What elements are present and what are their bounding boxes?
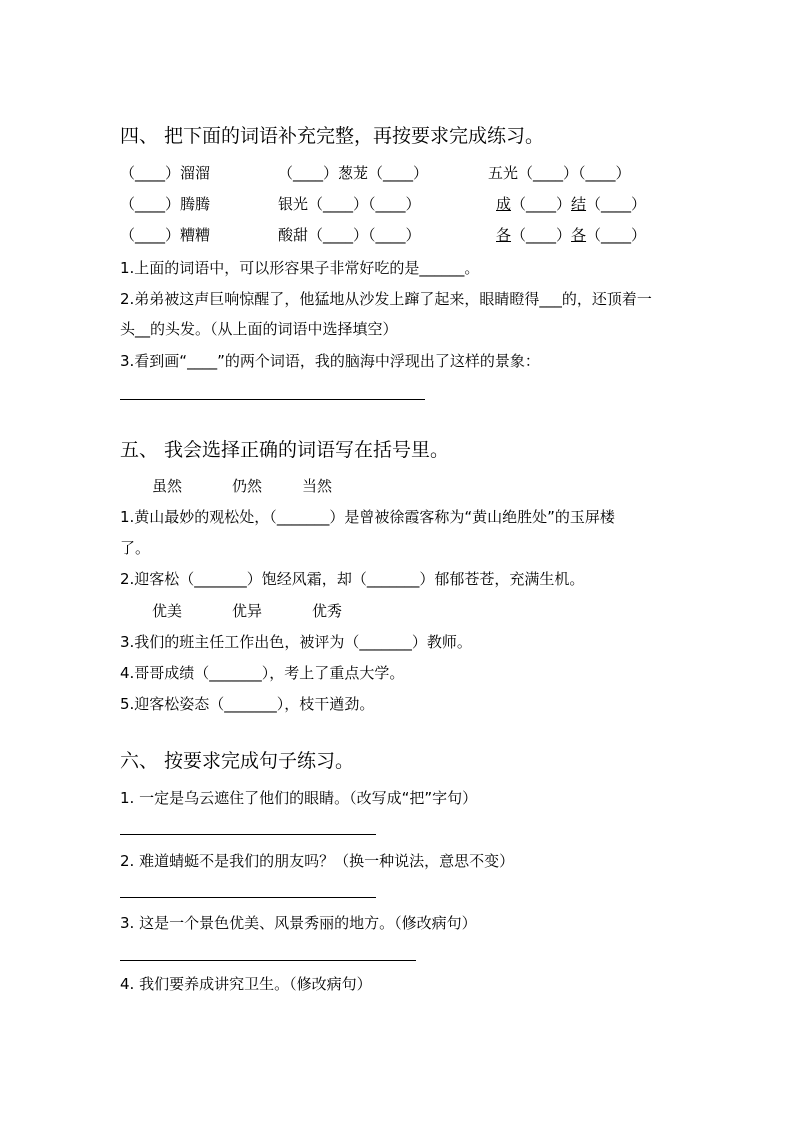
section-5-question-5: 5.迎客松姿态（_______），枝干遒劲。 xyxy=(120,695,375,713)
choice-word: 优美 xyxy=(152,602,183,620)
section-5-question-3: 3.我们的班主任工作出色，被评为（_______）教师。 xyxy=(120,633,472,651)
section-4-question-1: 1.上面的词语中，可以形容果子非常好吃的是______。 xyxy=(120,259,480,277)
word-2-3-blank-b: （____） xyxy=(586,195,647,213)
word-2-3 xyxy=(496,197,646,212)
section-6-question-1: 1. 一定是乌云遮住了他们的眼睛。（改写成“把”字句） xyxy=(120,789,478,807)
choice-word: 优秀 xyxy=(312,602,343,620)
word-3-1: （____）糟糟 xyxy=(120,226,211,244)
word-2-2: 银光（____）（____） xyxy=(278,195,421,213)
section-4-question-3: 3.看到画“____”的两个词语，我的脑海中浮现出了这样的景象： xyxy=(120,352,540,370)
answer-line xyxy=(120,897,376,898)
word-3-3-blank-a: （____） xyxy=(511,226,572,244)
answer-line xyxy=(120,960,416,961)
choice-word: 仍然 xyxy=(232,477,263,495)
section-5-question-1-line-2: 了。 xyxy=(120,539,151,557)
choice-word: 虽然 xyxy=(152,477,183,495)
answer-line xyxy=(120,834,376,835)
word-1-1: （____）溜溜 xyxy=(120,164,211,182)
choice-word: 当然 xyxy=(302,477,333,495)
section-5-title: 五、 我会选择正确的词语写在括号里。 xyxy=(120,439,450,461)
section-6-title: 六、 按要求完成句子练习。 xyxy=(120,750,355,772)
section-6-question-3: 3. 这是一个景色优美、风景秀丽的地方。（修改病句） xyxy=(120,914,477,932)
section-4-question-2-line-2: 头__的头发。（从上面的词语中选择填空） xyxy=(120,320,398,338)
answer-line xyxy=(120,399,425,400)
section-6-question-4: 4. 我们要养成讲究卫生。（修改病句） xyxy=(120,975,372,993)
word-2-3-blank-a: （____） xyxy=(511,195,572,213)
word-3-3-blank-b: （____） xyxy=(586,226,647,244)
word-3-3-char-a: 各 xyxy=(496,226,512,244)
word-2-3-char-a: 成 xyxy=(496,195,512,213)
choice-word: 优异 xyxy=(232,602,263,620)
section-4-question-2-line-1: 2.弟弟被这声巨响惊醒了，他猛地从沙发上蹿了起来，眼睛瞪得___的，还顶着一 xyxy=(120,290,652,308)
section-5-question-1-line-1: 1.黄山最妙的观松处，（_______）是曾被徐霞客称为“黄山绝胜处”的玉屏楼 xyxy=(120,508,615,526)
word-3-3-char-b: 各 xyxy=(571,226,587,244)
word-1-3: 五光（____）（____） xyxy=(488,164,631,182)
word-1-2: （____）葱茏（____） xyxy=(278,164,429,182)
word-3-3 xyxy=(496,228,646,243)
section-6-question-2: 2. 难道蜻蜓不是我们的朋友吗？（换一种说法，意思不变） xyxy=(120,852,515,870)
section-5-question-2: 2.迎客松（_______）饱经风霜，却（_______）郁郁苍苍，充满生机。 xyxy=(120,570,585,588)
section-5-question-4: 4.哥哥成绩（_______），考上了重点大学。 xyxy=(120,664,405,682)
word-3-2: 酸甜（____）（____） xyxy=(278,226,421,244)
section-4-title: 四、 把下面的词语补充完整，再按要求完成练习。 xyxy=(120,125,545,147)
word-2-1: （____）腾腾 xyxy=(120,195,211,213)
word-2-3-char-b: 结 xyxy=(571,195,587,213)
